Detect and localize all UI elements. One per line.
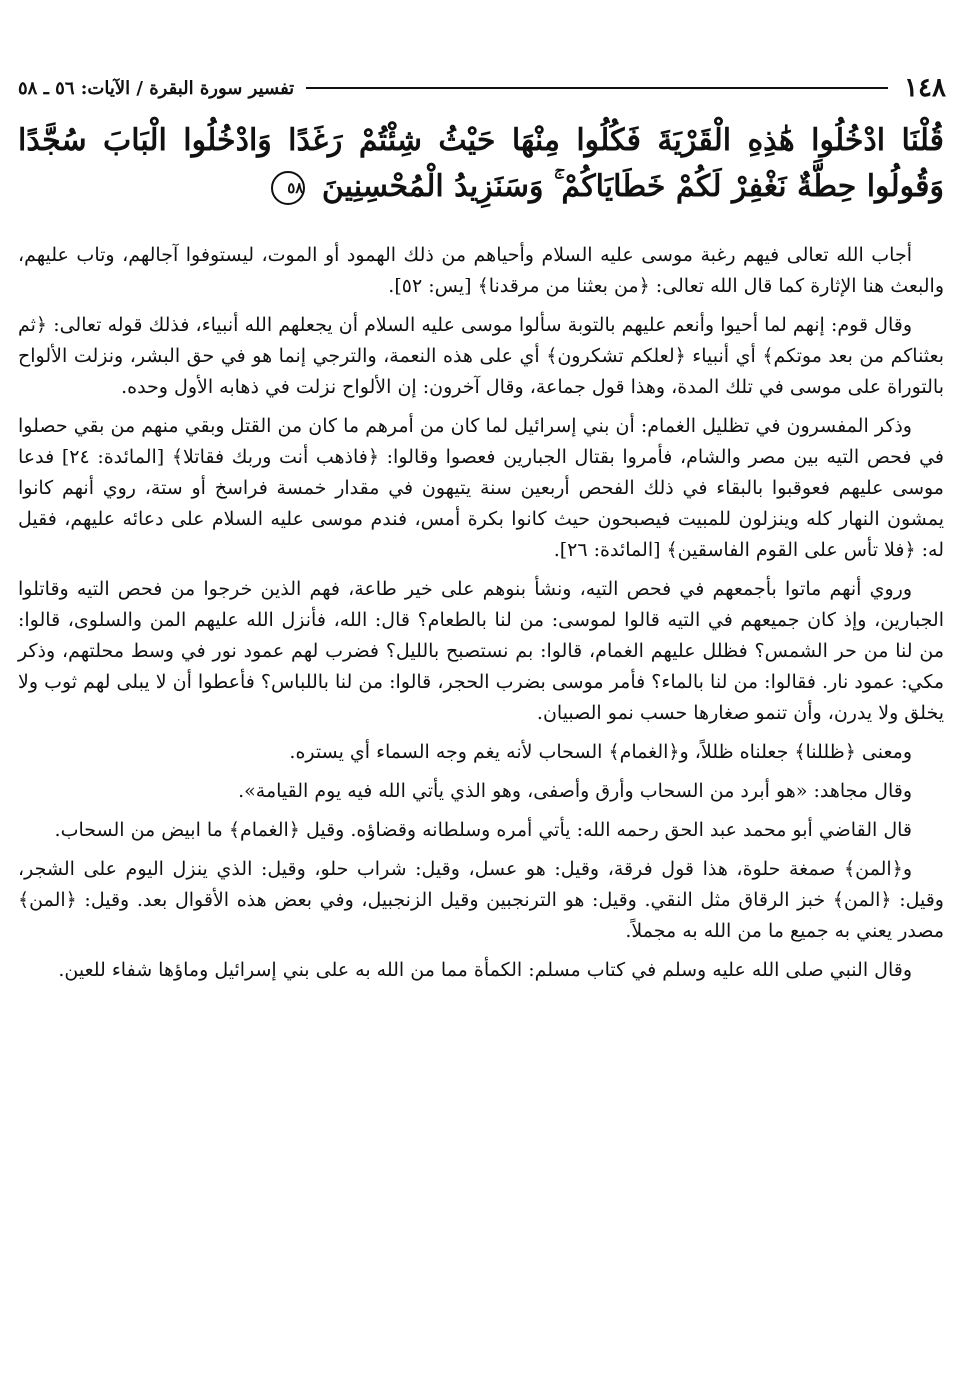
quran-verse — [18, 118, 944, 210]
paragraph: وقال النبي صلى الله عليه وسلم في كتاب مسلم: الكمأة مما من الله به على بني إسرائيل وماؤها شفاء للعين. — [58, 959, 912, 981]
paragraph: قال القاضي أبو محمد عبد الحق رحمه الله: يأتي أمره وسلطانه وقضاؤه. وقيل ﴿الغمام﴾ ما ابيض من السحاب. — [54, 819, 912, 841]
paragraph: ومعنى ﴿ظللنا﴾ جعلناه ظللاً، و﴿الغمام﴾ السحاب لأنه يغم وجه السماء أي يستره. — [289, 741, 912, 763]
paragraph: وقال قوم: إنهم لما أحيوا وأنعم عليهم بالتوبة سألوا موسى عليه السلام أن يجعلهم الله أنبياء، فذلك قوله تعالى: ﴿ثم بعثناكم من بعد موتكم﴾ أي أنبياء ﴿لعلكم تشكرون﴾ أي على هذه النعمة، والترجي إنما هو في حق البشر، ونزلت الألواح بالتوراة على موسى في تلك المدة، وهذا قول جماعة، وقال آخرون: إن الألواح نزلت في ذهابه الأول وحده. — [18, 314, 944, 398]
paragraph: وذكر المفسرون في تظليل الغمام: أن بني إسرائيل لما كان من أمرهم ما كان من القتل وبقي منهم من بقي حصلوا في فحص التيه بين مصر والشام، فأمروا بقتال الجبارين فعصوا وقالوا: ﴿فاذهب أنت وربك فقاتلا﴾ [المائدة: ٢٤] فدعا موسى عليهم فعوقبوا بالبقاء في ذلك الفحص أربعين سنة يتيهون في مقدار خمسة فراسخ أو ستة، روي أنهم كانوا يمشون النهار كله وينزلون للمبيت فيصبحون حيث كانوا بكرة أمس، فندم موسى عليه السلام على دعائه عليهم، فقيل له: ﴿فلا تأس على القوم الفاسقين﴾ [المائدة: ٢٦]. — [18, 415, 945, 561]
paragraph: وقال مجاهد: «هو أبرد من السحاب وأرق وأصفى، وهو الذي يأتي الله فيه يوم القيامة». — [238, 780, 912, 802]
verse-text: قُلْنَا ادْخُلُوا هَٰذِهِ الْقَرْيَةَ فَكُلُوا مِنْهَا حَيْثُ شِئْتُمْ رَغَدًا وَادْخُلُوا الْبَابَ سُجَّدًا وَقُولُوا حِطَّةٌ نَغْفِرْ لَكُمْ خَطَايَاكُمْ ۚ وَسَنَزِيدُ الْمُحْسِنِينَ — [18, 123, 944, 204]
commentary-body — [18, 240, 944, 994]
page-number: ١٤٨ — [904, 73, 946, 103]
ayah-number-marker: ٥٨ — [271, 171, 305, 205]
paragraph: وروي أنهم ماتوا بأجمعهم في فحص التيه، ونشأ بنوهم على خير طاعة، فهم الذين خرجوا من فحص التيه وقاتلوا الجبارين، وإذ كان جميعهم في التيه قالوا لموسى: من لنا بالطعام؟ قال: الله، فأنزل الله عليهم المن والسلوى، قالوا: من لنا من حر الشمس؟ فظلل عليهم الغمام، قالوا: بم نستصبح بالليل؟ فضرب لهم عمود نور في وسط محلتهم، وذكر مكي: عمود نار. فقالوا: من لنا بالماء؟ فأمر موسى بضرب الحجر، قالوا: من لنا باللباس؟ فأعطوا أن لا يبلى لهم ثوب ولا يخلق ولا يدرن، وأن تنمو صغارها حسب نمو الصبيان. — [18, 578, 944, 724]
header-rule — [306, 87, 888, 89]
running-title: تفسير سورة البقرة / الآيات: ٥٦ ـ ٥٨ — [18, 77, 295, 99]
paragraph: أجاب الله تعالى فيهم رغبة موسى عليه السلام وأحياهم من ذلك الهمود أو الموت، ليستوفوا آجالهم، وتاب عليهم، والبعث هنا الإثارة كما قال الله تعالى: ﴿من بعثنا من مرقدنا﴾ [يس: ٥٢]. — [18, 244, 944, 297]
page-header — [18, 70, 946, 106]
paragraph: و﴿المن﴾ صمغة حلوة، هذا قول فرقة، وقيل: هو عسل، وقيل: شراب حلو، وقيل: الذي ينزل اليوم على الشجر، وقيل: ﴿المن﴾ خبز الرقاق مثل النقي. وقيل: هو الترنجبين وقيل الزنجبيل، وفي بعض هذه الأقوال بعد. وقيل: ﴿المن﴾ مصدر يعني به جميع ما من الله به مجملاً. — [18, 858, 944, 942]
